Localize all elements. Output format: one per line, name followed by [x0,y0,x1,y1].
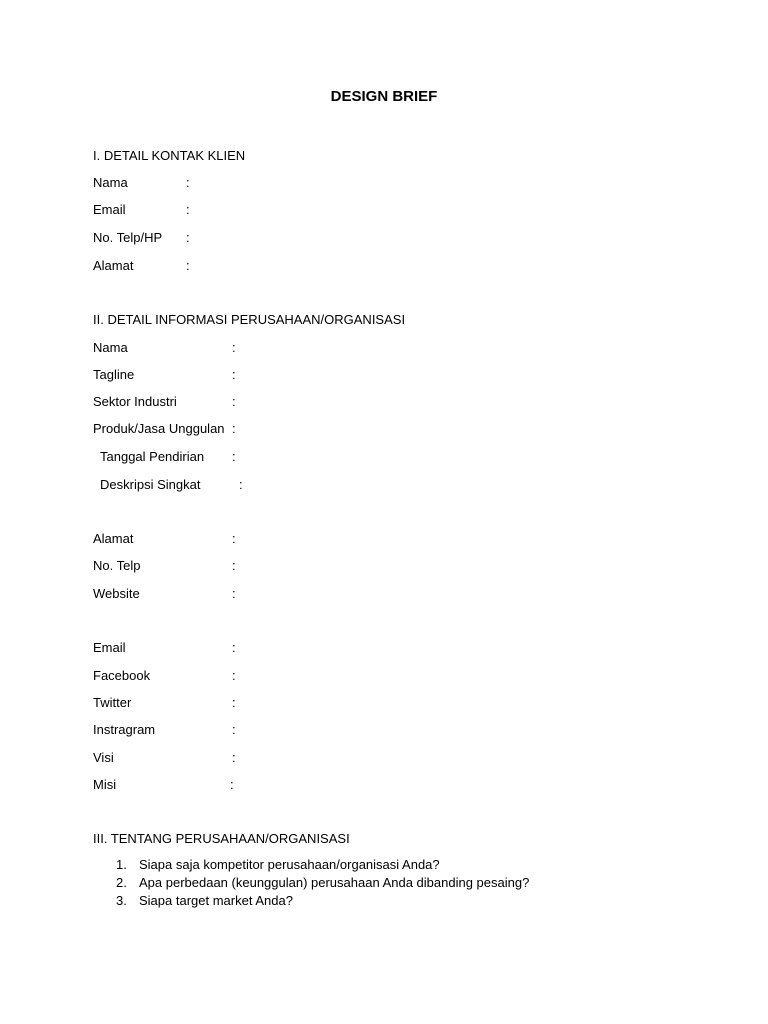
field-label: Instragram [93,722,156,737]
field-label: Produk/Jasa Unggulan [93,421,225,436]
list-number: 2. [116,875,127,890]
field-label: Misi [93,777,117,792]
field-separator: : [232,586,236,601]
field-label: Nama [93,175,128,190]
field-separator: : [186,230,190,245]
field-label: Twitter [93,695,132,710]
field-separator: : [232,421,236,436]
field-separator: : [232,394,236,409]
field-separator: : [232,722,236,737]
field-label: Nama [93,340,128,355]
field-label: Tagline [93,367,135,382]
section-2-heading: II. DETAIL INFORMASI PERUSAHAAN/ORGANISASI [93,312,406,327]
document-title: DESIGN BRIEF [330,88,438,105]
field-separator: : [186,202,190,217]
section-3-heading: III. TENTANG PERUSAHAAN/ORGANISASI [93,831,350,846]
field-separator: : [232,750,236,765]
field-label: Sektor Industri [93,394,177,409]
field-label: Alamat [93,531,134,546]
field-label: Tanggal Pendirian [100,449,205,464]
question-text: Apa perbedaan (keunggulan) perusahaan Anda dibanding pesaing? [139,875,530,890]
list-number: 1. [116,857,127,872]
list-number: 3. [116,893,127,908]
field-separator: : [232,340,236,355]
field-label: Visi [93,750,114,765]
field-label: No. Telp/HP [93,230,163,245]
field-separator: : [239,477,243,492]
field-separator: : [232,640,236,655]
field-label: Email [93,202,126,217]
field-separator: : [186,258,190,273]
field-label: Website [93,586,140,601]
field-label: Deskripsi Singkat [100,477,201,492]
field-separator: : [232,668,236,683]
field-separator: : [232,449,236,464]
field-separator: : [186,175,190,190]
field-separator: : [232,695,236,710]
field-separator: : [232,367,236,382]
field-label: Facebook [93,668,151,683]
field-separator: : [232,558,236,573]
field-label: Alamat [93,258,134,273]
field-separator: : [230,777,234,792]
field-separator: : [232,531,236,546]
field-label: No. Telp [93,558,141,573]
field-label: Email [93,640,126,655]
section-1-heading: I. DETAIL KONTAK KLIEN [93,148,246,163]
question-text: Siapa saja kompetitor perusahaan/organisasi Anda? [139,857,440,872]
question-text: Siapa target market Anda? [139,893,293,908]
